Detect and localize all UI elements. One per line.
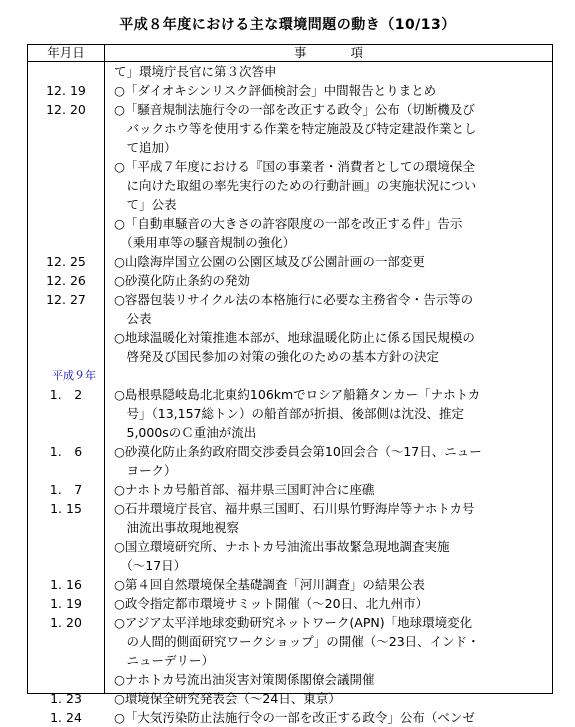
row-text: て」環境庁長官に第３次答申	[114, 64, 277, 79]
row-date: 1. 16	[50, 577, 82, 592]
table-row	[28, 575, 552, 594]
row-text: ○島根県隠岐島北北東約106kmでロシア船籍タンカー「ナホトカ 号」（13,157総トン）の船首部が折損、後部側は沈没、推定 5,000sのＣ重油が流出	[114, 387, 481, 440]
row-date: 1. 15	[50, 501, 82, 516]
table-row	[28, 271, 552, 290]
table-row	[28, 290, 552, 328]
row-text: ○砂漠化防止条約政府間交渉委員会第10回会合（～17日、ニュー ヨーク）	[114, 444, 482, 478]
row-date: 12. 19	[46, 83, 86, 98]
row-text: ○国立環境研究所、ナホトカ号油流出事故緊急現地調査実施 （～17日）	[114, 539, 450, 573]
row-date: 1. 23	[50, 691, 82, 706]
row-text: ○「平成７年度における『国の事業者・消費者としての環境保全 に向けた取組の率先実行のための行動計画』の実施状況につい て」公表	[114, 159, 477, 212]
row-text: ○「自動車騒音の大きさの許容限度の一部を改正する件」告示 （乗用車等の騒音規制の強化）	[114, 216, 463, 250]
row-date: 12. 27	[46, 292, 86, 307]
row-date: 1. 6	[49, 444, 83, 459]
row-text: ○ナホトカ号流出油災害対策関係閣僚会議開催	[114, 672, 375, 687]
table-row	[28, 499, 552, 537]
table-row	[28, 708, 552, 727]
era-label: 平成９年	[52, 369, 96, 382]
row-text: ○山陰海岸国立公園の公園区域及び公園計画の一部変更	[114, 254, 425, 269]
table-row	[28, 252, 552, 271]
table-row	[28, 385, 552, 442]
row-date: 12. 25	[46, 254, 86, 269]
table-row	[28, 480, 552, 499]
row-text: ○第４回自然環境保全基礎調査「河川調査」の結果公表	[114, 577, 425, 592]
page-title: 平成８年度における主な環境問題の動き（10/13）	[119, 17, 456, 33]
table-row	[28, 81, 552, 100]
row-date: 1. 19	[50, 596, 82, 611]
row-text: ○ナホトカ号船首部、福井県三国町沖合に座礁	[114, 482, 375, 497]
row-text: ○環境保全研究発表会（～24日、東京）	[114, 691, 341, 706]
table-row	[28, 100, 552, 157]
table-row	[28, 366, 552, 385]
table-body	[28, 62, 552, 725]
row-text: ○石井環境庁長官、福井県三国町、石川県竹野海岸等ナホトカ号 油流出事故現地視察	[114, 501, 475, 535]
row-date: 1. 2	[49, 387, 83, 402]
row-date: 12. 20	[46, 102, 86, 117]
table-row	[28, 594, 552, 613]
row-text: ○アジア太平洋地球変動研究ネットワーク(APN)「地球環境変化 の人間的側面研究ワークショップ」の開催（～23日、インド・ ニューデリー）	[114, 615, 480, 668]
row-text: ○政令指定都市環境サミット開催（～20日、北九州市）	[114, 596, 429, 611]
row-text: ○「大気汚染防止法施行令の一部を改正する政令」公布（ベンゼ	[114, 710, 475, 725]
row-date: 1. 24	[50, 710, 82, 725]
table-row	[28, 214, 552, 252]
table-row	[28, 613, 552, 670]
table-row	[28, 442, 552, 480]
table-row	[28, 62, 552, 81]
table-header	[28, 45, 552, 62]
table-row	[28, 328, 552, 366]
row-text: ○砂漠化防止条約の発効	[114, 273, 250, 288]
table-row	[28, 157, 552, 214]
header-item: 事項	[293, 45, 407, 60]
row-text: ○容器包装リサイクル法の本格施行に必要な主務省令・告示等の 公表	[114, 292, 474, 326]
table-row	[28, 689, 552, 708]
table-row	[28, 537, 552, 575]
row-date: 12. 26	[46, 273, 86, 288]
row-text: ○「騒音規制法施行令の一部を改正する政令」公布（切断機及び バックホウ等を使用する作業を特定施設及び特定建設作業とし て追加）	[114, 102, 477, 155]
row-date: 1. 7	[49, 482, 83, 497]
row-text: ○「ダイオキシンリスク評価検討会」中間報告とりまとめ	[114, 83, 437, 98]
header-date: 年月日	[47, 45, 85, 60]
events-table	[27, 44, 553, 725]
row-text: ○地球温暖化対策推進本部が、地球温暖化防止に係る国民規模の 啓発及び国民参加の対策の強化のための基本方針の決定	[114, 330, 475, 364]
table-row	[28, 670, 552, 689]
row-date: 1. 20	[50, 615, 82, 630]
